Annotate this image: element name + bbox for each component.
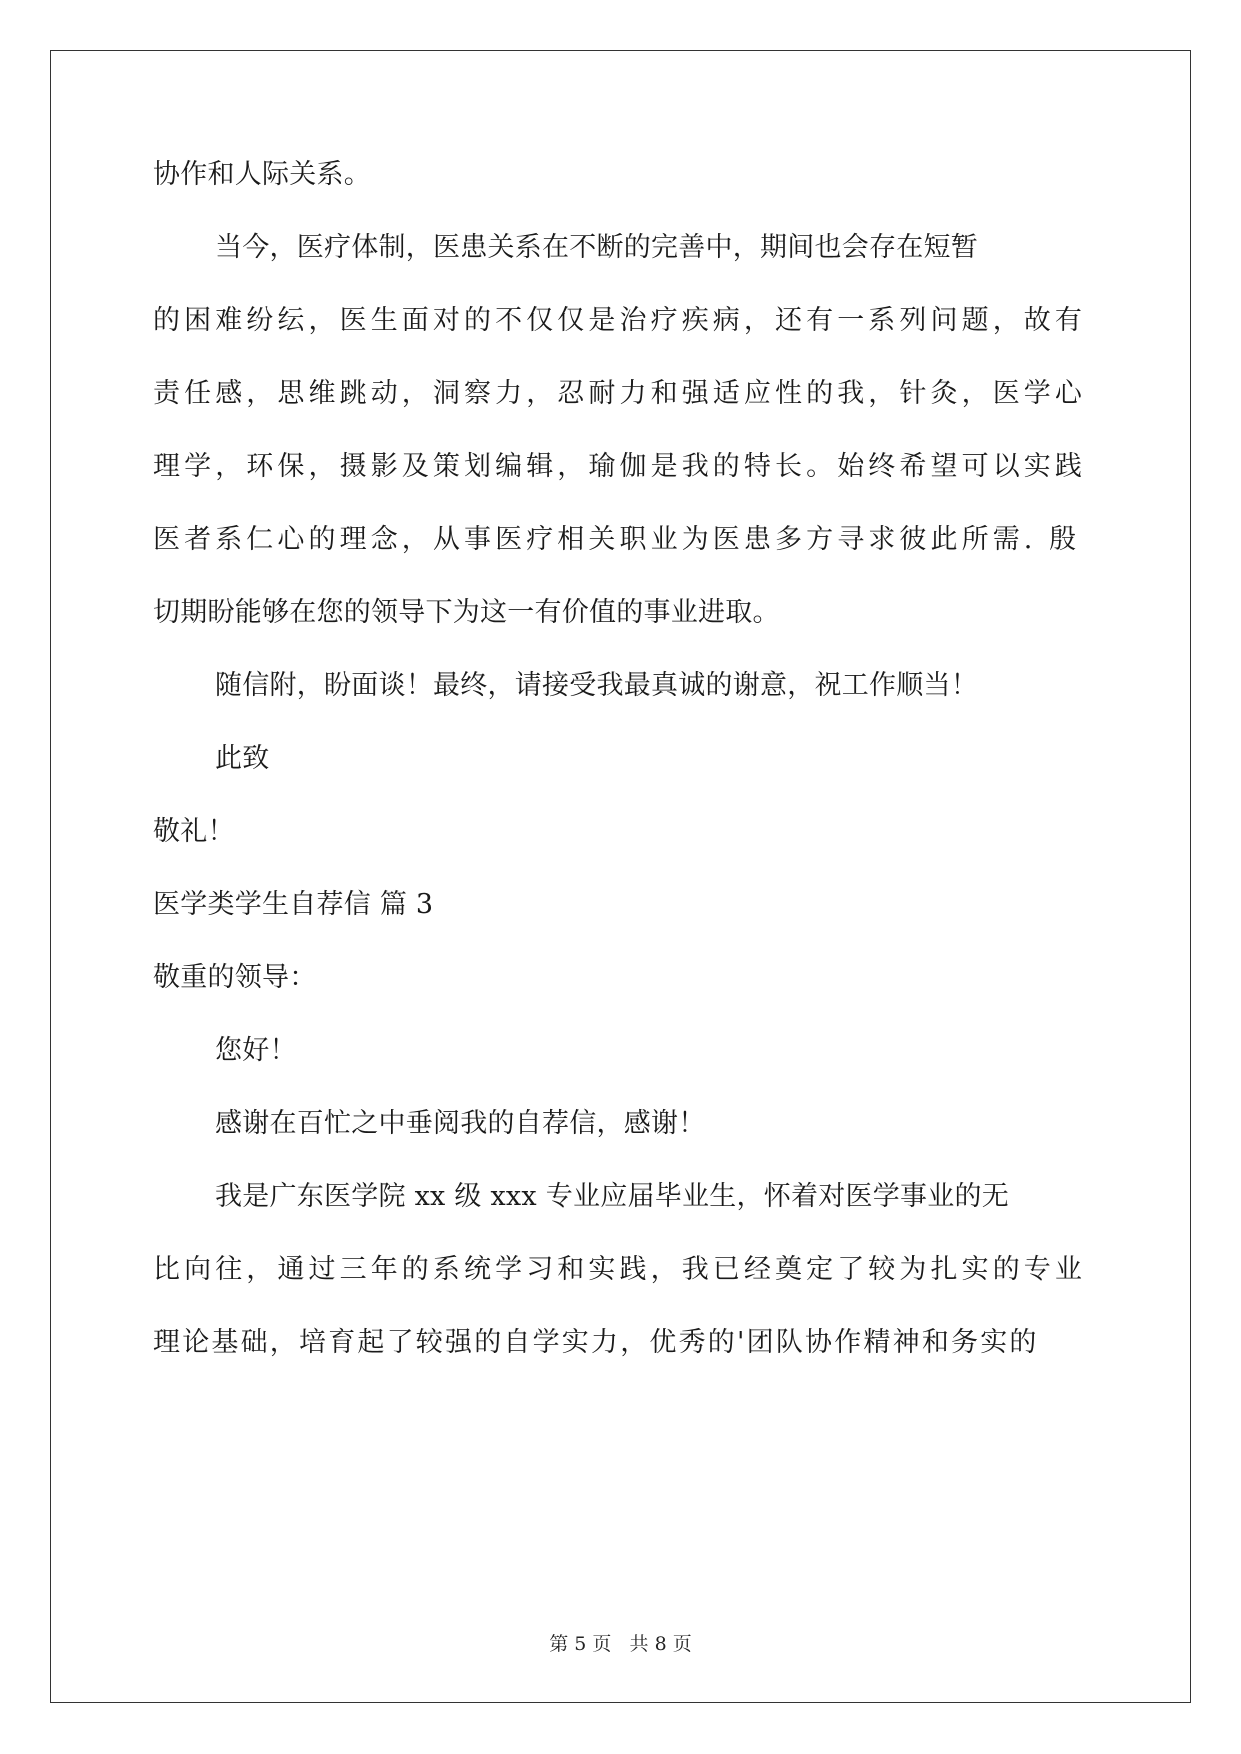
text-line: 比向往，通过三年的系统学习和实践，我已经奠定了较为扎实的专业 [153,1254,1086,1285]
text-line: 理论基础，培育起了较强的自学实力，优秀的'团队协作精神和务实的 [153,1327,1039,1358]
page-frame [50,50,1191,1703]
salutation-closing: 敬礼！ [153,816,235,847]
text-line: 协作和人际关系。 [153,159,371,190]
text-line: 医者系仁心的理念，从事医疗相关职业为医患多方寻求彼此所需. 殷 [153,524,1081,555]
letter-salutation: 敬重的领导： [153,962,317,993]
text-line: 的困难纷纭，医生面对的不仅仅是治疗疾病，还有一系列问题，故有 [153,305,1086,336]
text-line: 当今，医疗体制，医患关系在不断的完善中，期间也会存在短暂 [215,232,978,263]
text-line: 我是广东医学院 xx 级 xxx 专业应届毕业生，怀着对医学事业的无 [215,1181,1009,1212]
text-line: 随信附，盼面谈！最终，请接受我最真诚的谢意，祝工作顺当！ [215,670,978,701]
text-line: 责任感，思维跳动，洞察力，忍耐力和强适应性的我，针灸，医学心 [153,378,1086,409]
section-heading: 医学类学生自荐信 篇 3 [153,889,434,920]
greeting: 您好！ [215,1035,297,1066]
text-line: 切期盼能够在您的领导下为这一有价值的事业进取。 [153,597,780,628]
text-line: 感谢在百忙之中垂阅我的自荐信，感谢！ [215,1108,706,1139]
text-line: 理学，环保，摄影及策划编辑，瑜伽是我的特长。始终希望可以实践 [153,451,1086,482]
page-number-label: 第 5 页 共 8 页 [549,1633,692,1655]
closing-phrase: 此致 [215,743,270,774]
page-number-footer [0,1632,1241,1656]
